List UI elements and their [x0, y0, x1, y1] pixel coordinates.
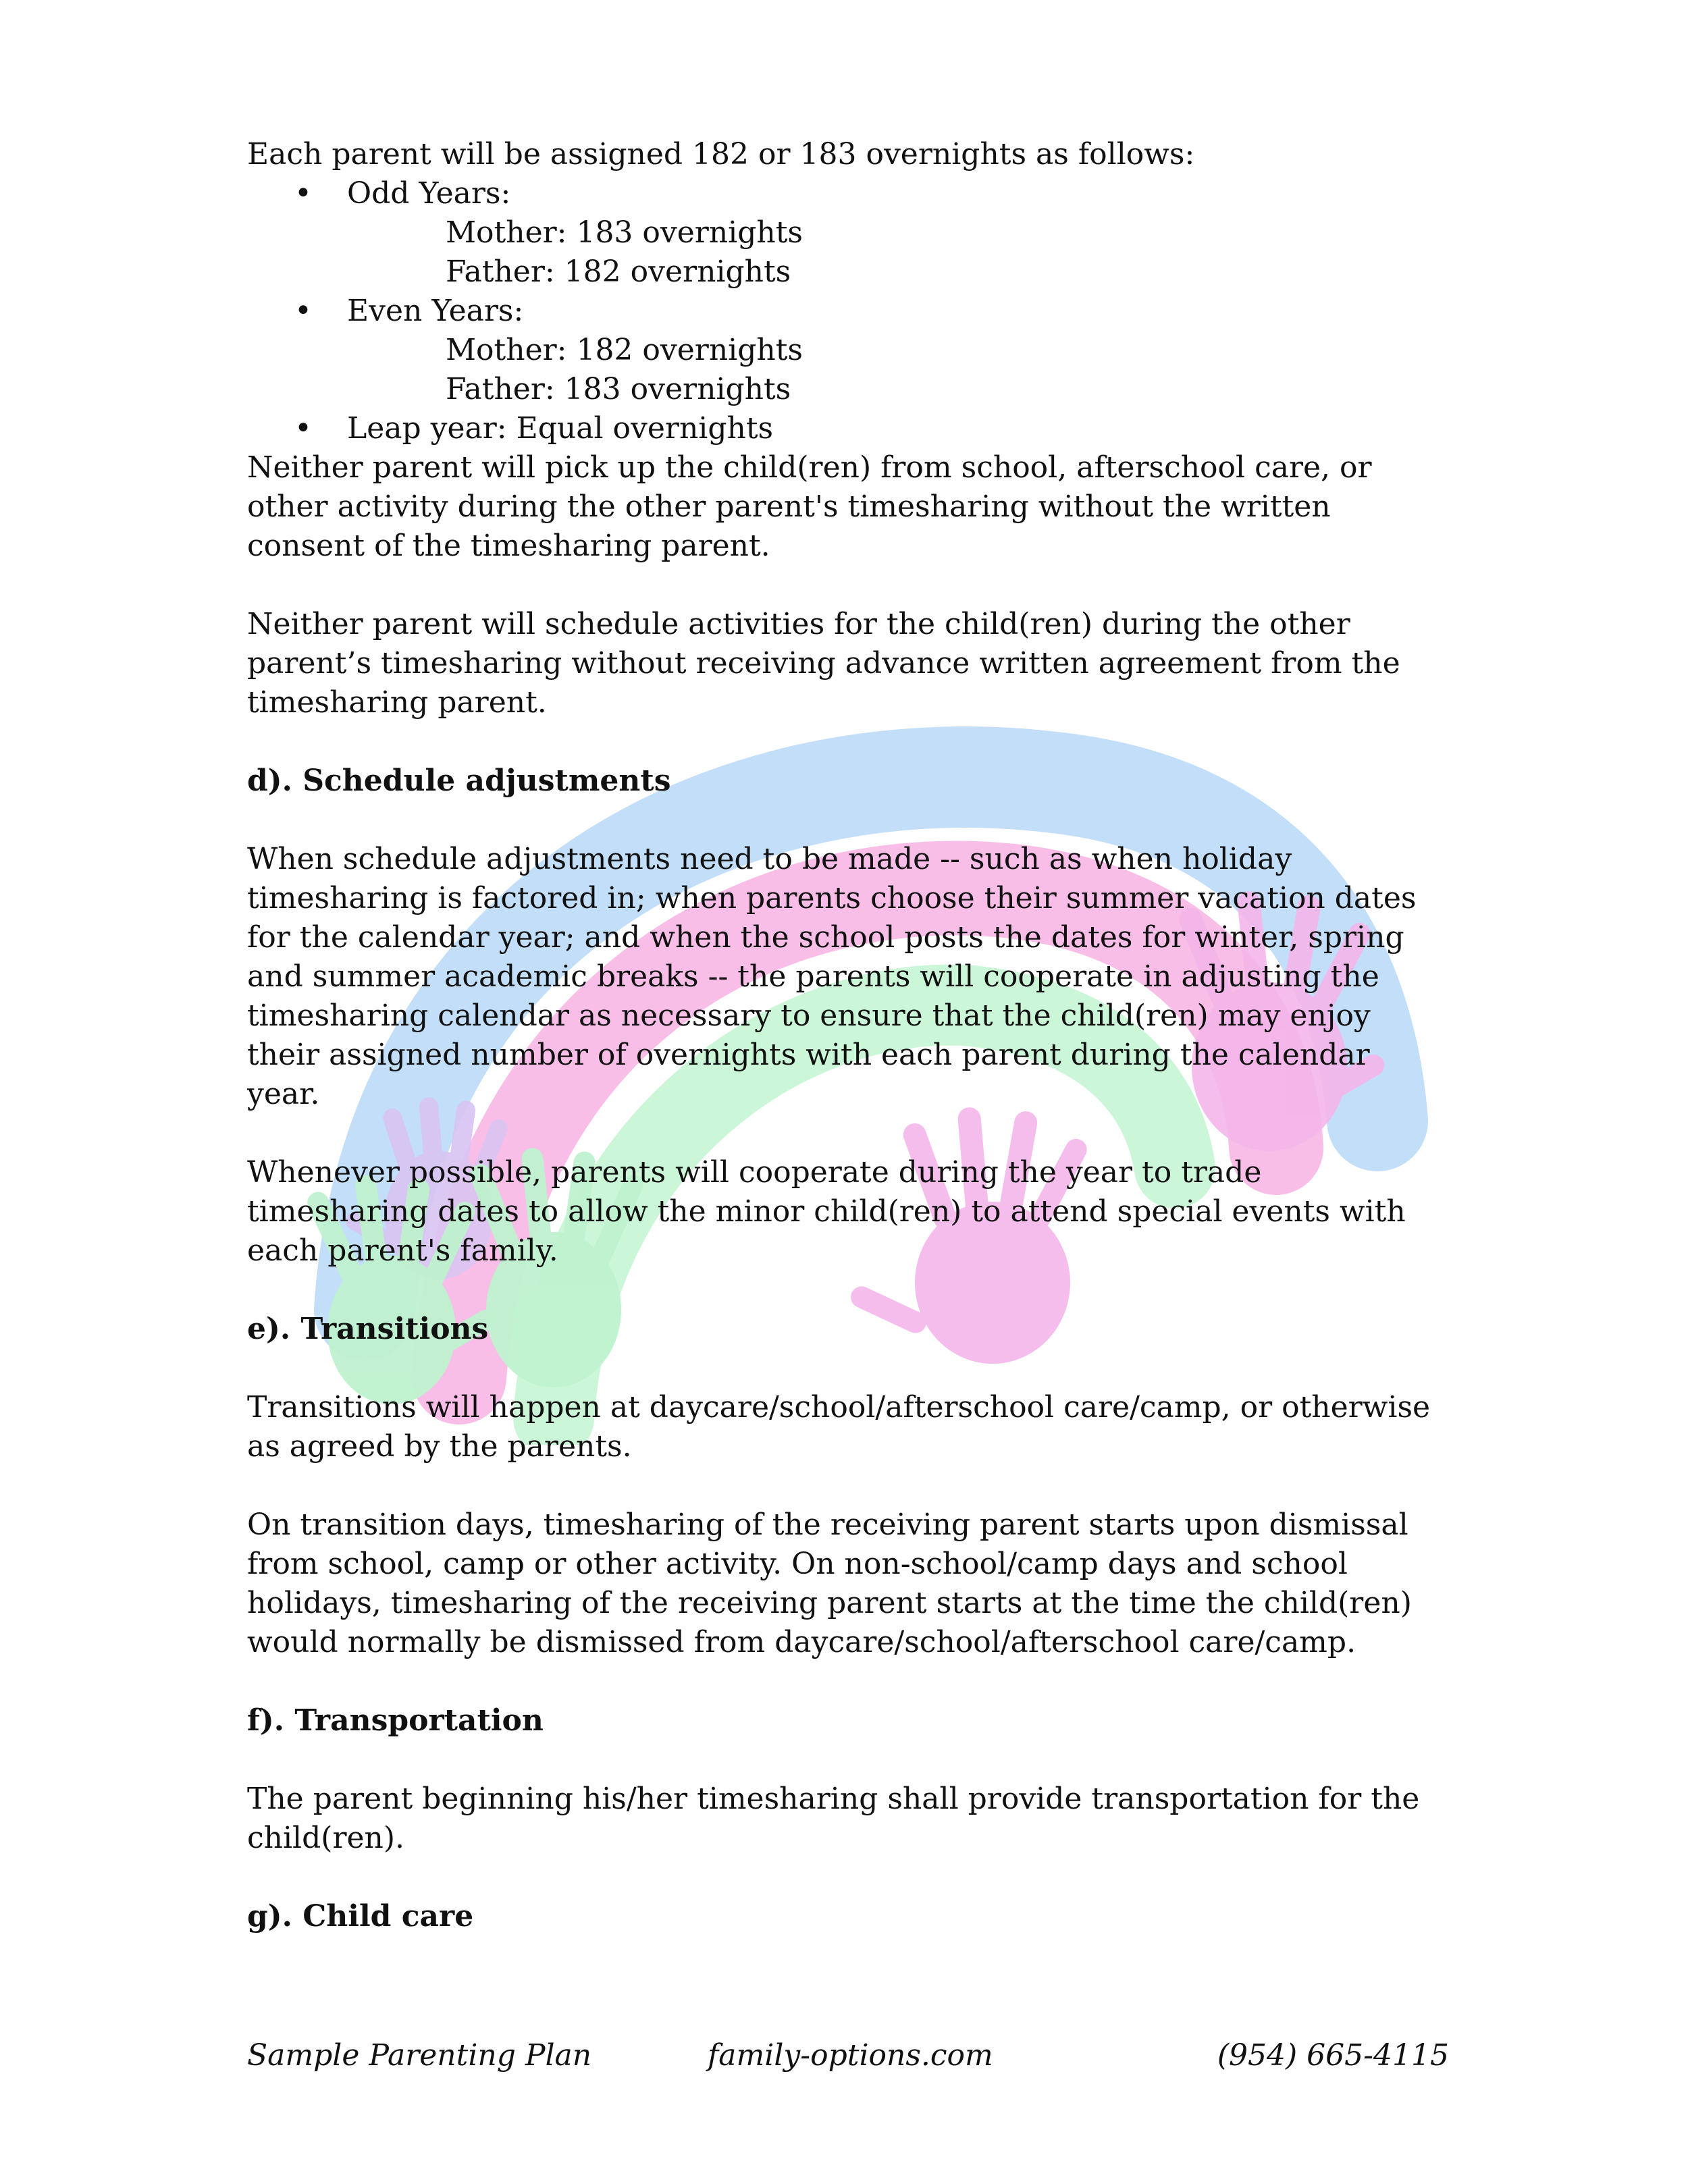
leap-year-label: • Leap year: Equal overnights [347, 411, 774, 446]
document-body [247, 135, 1449, 1975]
section-heading-child-care: g). Child care [247, 1899, 474, 1934]
odd-years-label: • Odd Years: [347, 176, 511, 211]
activities-paragraph: Neither parent will schedule activities for the child(ren) during the other parent’s timesharing without receiving advance written agreement from the timesharing parent. [247, 607, 1400, 720]
footer-phone: (954) 665-4115 [1217, 2038, 1449, 2073]
transition-days-paragraph: On transition days, timesharing of the receiving parent starts upon dismissal from school, camp or other activity. On non-school/camp days and school holidays, timesharing of the receiving parent starts at the time the child(ren) would normally be dismissed from daycare/school/afterschool care/camp. [247, 1508, 1412, 1659]
even-years-mother: Mother: 182 overnights [446, 333, 803, 367]
transitions-location-paragraph: Transitions will happen at daycare/school/afterschool care/camp, or otherwise as agreed by the parents. [247, 1390, 1431, 1464]
list-item-even-years [247, 292, 1449, 409]
even-years-label: • Even Years: [347, 294, 524, 328]
footer-document-title: Sample Parenting Plan [247, 2038, 592, 2073]
section-heading-transitions: e). Transitions [247, 1312, 489, 1346]
schedule-adjustments-paragraph: When schedule adjustments need to be made -- such as when holiday timesharing is factored in; when parents choose their summer vacation dates for the calendar year; and when the school posts the dates for winter, spring and summer academic breaks -- the parents will cooperate in adjusting the timesharing calendar as necessary to ensure that the child(ren) may enjoy their assigned number of overnights with each parent during the calendar year. [247, 842, 1417, 1111]
section-heading-schedule-adjustments: d). Schedule adjustments [247, 764, 671, 798]
footer-website: family-options.com [708, 2038, 993, 2073]
transportation-paragraph: The parent beginning his/her timesharing shall provide transportation for the child(ren). [247, 1782, 1420, 1855]
odd-years-mother: Mother: 183 overnights [446, 215, 803, 250]
odd-years-father: Father: 182 overnights [446, 255, 791, 289]
section-heading-transportation: f). Transportation [247, 1703, 544, 1738]
even-years-father: Father: 183 overnights [446, 372, 791, 406]
list-item-odd-years [247, 174, 1449, 292]
overnights-list [247, 174, 1449, 448]
page-footer [247, 2035, 1449, 2076]
trade-dates-paragraph: Whenever possible, parents will cooperate during the year to trade timesharing dates to allow the minor child(ren) to attend special events with each parent's family. [247, 1155, 1406, 1268]
overnights-intro: Each parent will be assigned 182 or 183 overnights as follows: [247, 137, 1195, 171]
pickup-paragraph: Neither parent will pick up the child(ren) from school, afterschool care, or other activity during the other parent's timesharing without the written consent of the timesharing parent. [247, 450, 1372, 563]
list-item-leap-year [247, 409, 1449, 448]
